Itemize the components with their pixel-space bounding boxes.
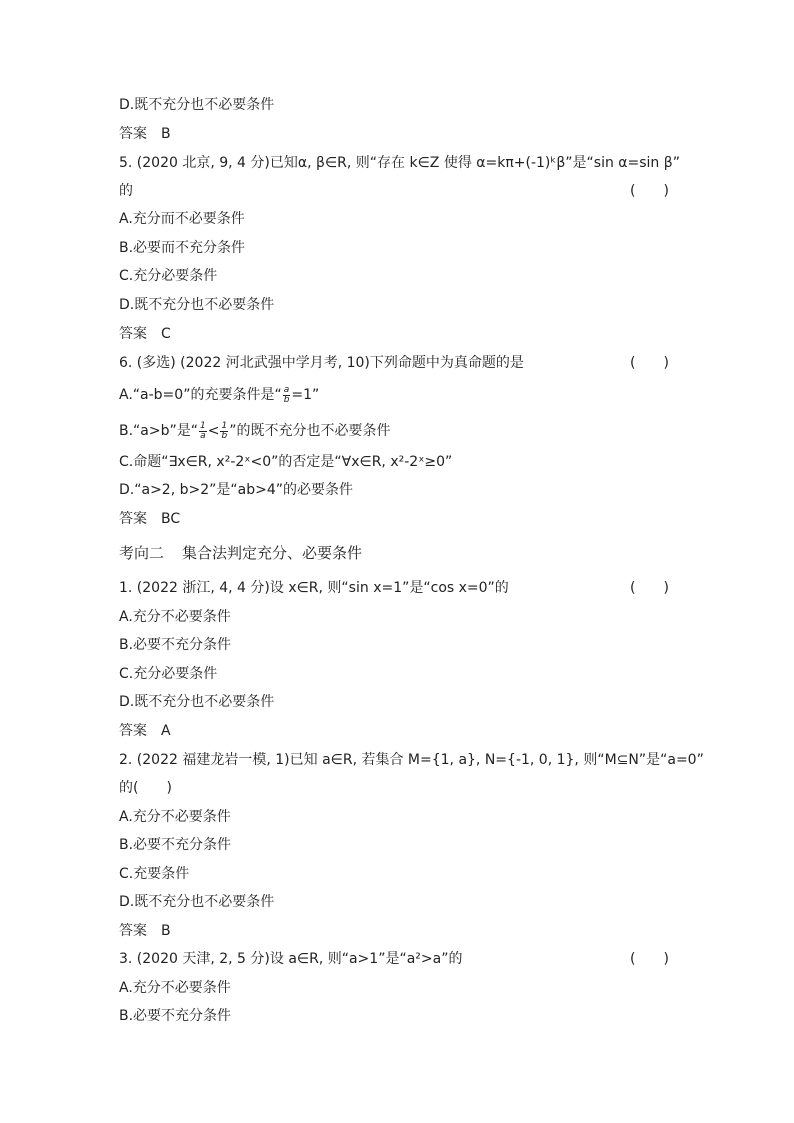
s3-stem: 3. (2020 天津, 2, 5 分)设 a∈R, 则“a>1”是“a²>a”的 [119, 951, 463, 967]
s2-stem: 2. (2022 福建龙岩一模, 1)已知 a∈R, 若集合 M={1, a}, N={-1, 0, 1}, 则“M⊆N”是“a=0” [119, 752, 704, 768]
s1-answer [119, 719, 672, 743]
q6-option-a [119, 383, 672, 407]
answer-value: B [161, 126, 171, 142]
q5-option-b: B.必要而不充分条件 [119, 240, 246, 256]
answer-value: B [161, 923, 171, 939]
section-title-text: 集合法判定充分、必要条件 [182, 544, 363, 562]
q5-option-a: A.充分而不必要条件 [119, 211, 245, 227]
q6-option-d: D.“a>2, b>2”是“ab>4”的必要条件 [119, 482, 353, 498]
q5-answer [119, 322, 672, 346]
q6-option-c: C.命题“∃x∈R, x²-2ˣ<0”的否定是“∀x∈R, x²-2ˣ≥0” [119, 454, 453, 470]
q6-answer [119, 507, 672, 531]
s1-option-b: B.必要不充分条件 [119, 637, 232, 653]
s3-option-b: B.必要不充分条件 [119, 1008, 232, 1024]
s2-option-c: C.充要条件 [119, 866, 190, 882]
s2-stem-cont: 的( ) [119, 780, 172, 796]
q6-a-pre: A.“a-b=0”的充要条件是“ [119, 387, 282, 403]
q5-option-d: D.既不充分也不必要条件 [119, 297, 275, 313]
answer-value: C [161, 326, 171, 342]
q6-stem: 6. (多选) (2022 河北武强中学月考, 10)下列命题中为真命题的是 [119, 355, 524, 371]
section-number: 考向二 [119, 544, 165, 562]
answer-label: 答案 [119, 723, 147, 739]
answer-label: 答案 [119, 511, 147, 527]
answer-label: 答案 [119, 126, 147, 142]
s3-option-a: A.充分不必要条件 [119, 980, 231, 996]
fraction-numerator: a [283, 384, 290, 395]
q6-b-post: ”的既不充分也不必要条件 [229, 423, 391, 439]
fraction-a-over-b [283, 386, 291, 405]
option-d-prev: D.既不充分也不必要条件 [119, 97, 275, 113]
q5-source: 5. (2020 北京, 9, 4 分)已知 [119, 155, 298, 171]
s2-option-d: D.既不充分也不必要条件 [119, 894, 275, 910]
answer-label: 答案 [119, 326, 147, 342]
q6-option-b [119, 419, 672, 443]
s1-option-a: A.充分不必要条件 [119, 609, 231, 625]
fraction-denominator: a [200, 430, 206, 441]
q5-answer-blank: ( ) [630, 183, 669, 199]
q5-stem [119, 151, 680, 175]
s3-answer-blank: ( ) [630, 951, 669, 967]
s1-option-c: C.充分必要条件 [119, 666, 218, 682]
answer-label: 答案 [119, 923, 147, 939]
q6-answer-blank: ( ) [630, 355, 669, 371]
less-than-sign: < [207, 423, 220, 439]
fraction-numerator: 1 [221, 420, 228, 431]
q5-condition: α, β∈R, 则“存在 k∈Z 使得 α=kπ+(-1)ᵏβ”是“sin α=sin β” [297, 155, 680, 171]
q5-option-c: C.充分必要条件 [119, 268, 218, 284]
fraction-denominator: b [283, 394, 290, 405]
s2-option-b: B.必要不充分条件 [119, 837, 232, 853]
answer-value: BC [161, 511, 181, 527]
q6-a-post: =1” [291, 387, 320, 403]
q6-b-pre: B.“a>b”是“ [119, 423, 199, 439]
answer-value: A [161, 723, 171, 739]
fraction-1-over-a [199, 422, 207, 441]
s1-option-d: D.既不充分也不必要条件 [119, 694, 275, 710]
fraction-1-over-b [220, 422, 228, 441]
s1-answer-blank: ( ) [630, 580, 669, 596]
s2-answer [119, 919, 672, 943]
s2-option-a: A.充分不必要条件 [119, 809, 231, 825]
s1-stem: 1. (2022 浙江, 4, 4 分)设 x∈R, 则“sin x=1”是“cos x=0”的 [119, 580, 509, 596]
answer-prev [119, 122, 672, 146]
section-heading [119, 540, 362, 566]
q5-stem-cont: 的 [119, 183, 133, 199]
fraction-denominator: b [221, 430, 228, 441]
fraction-numerator: 1 [200, 420, 206, 431]
